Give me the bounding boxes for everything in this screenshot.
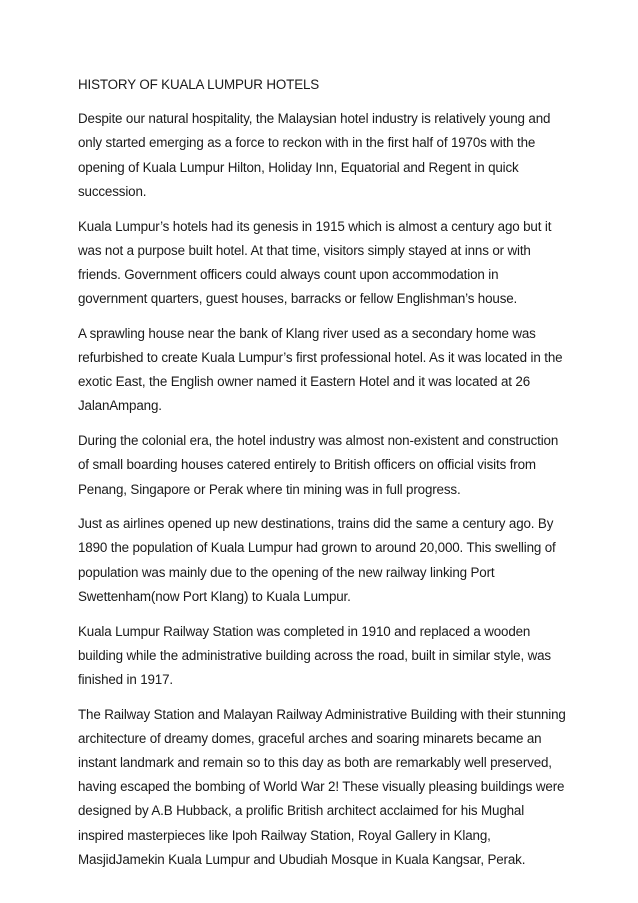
paragraph-2: Kuala Lumpur’s hotels had its genesis in 1915 which is almost a century ago but it was not a purpose built hotel. At that time, visitors simply stayed at inns or with friends. Government officers could always count upon accommodation in government quarters, guest houses, barracks or fellow Englishman’s house. <box>78 218 552 307</box>
paragraph-1: Despite our natural hospitality, the Malaysian hotel industry is relatively young and only started emerging as a force to reckon with in the first half of 1970s with the opening of Kuala Lumpur Hilton, Holiday Inn, Equatorial and Regent in quick succession. <box>78 111 551 199</box>
document-title: HISTORY OF KUALA LUMPUR HOTELS <box>78 77 320 92</box>
document-body <box>78 73 568 883</box>
paragraph-7: The Railway Station and Malayan Railway Administrative Building with their stunning architecture of dreamy domes, graceful arches and soaring minarets became an instant landmark and remain so to this day as both are remarkably well preserved, having escaped the bombing of World War 2! These visually pleasing buildings were designed by A.B Hubback, a prolific British architect acclaimed for his Mughal inspired masterpieces like Ipoh Railway Station, Royal Gallery in Klang, MasjidJamekin Kuala Lumpur and Ubudiah Mosque in Kuala Kangsar, Perak. <box>78 706 566 867</box>
paragraph-5: Just as airlines opened up new destinations, trains did the same a century ago. By 1890 the population of Kuala Lumpur had grown to around 20,000. This swelling of population was mainly due to the opening of the new railway linking Port Swettenham(now Port Klang) to Kuala Lumpur. <box>78 516 556 604</box>
paragraph-3: A sprawling house near the bank of Klang river used as a secondary home was refurbished to create Kuala Lumpur’s first professional hotel. As it was located in the exotic East, the English owner named it Eastern Hotel and it was located at 26 JalanAmpang. <box>78 325 563 414</box>
paragraph-4: During the colonial era, the hotel industry was almost non-existent and construction of small boarding houses catered entirely to British officers on official visits from Penang, Singapore or Perak where tin mining was in full progress. <box>78 433 559 497</box>
paragraph-6: Kuala Lumpur Railway Station was completed in 1910 and replaced a wooden building while the administrative building across the road, built in similar style, was finished in 1917. <box>78 623 551 687</box>
